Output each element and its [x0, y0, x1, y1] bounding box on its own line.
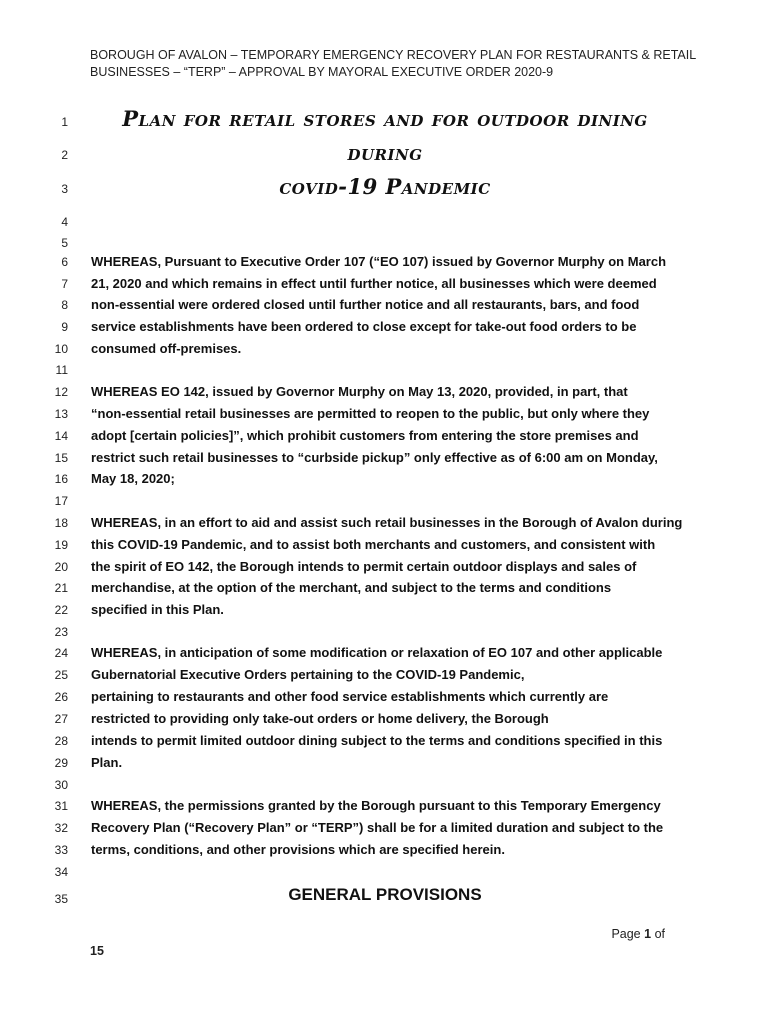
body-text-line: adopt [certain policies]”, which prohibit customers from entering the store premises and	[91, 428, 639, 443]
body-text-line: WHEREAS, Pursuant to Executive Order 107 (“EO 107) issued by Governor Murphy on March	[91, 254, 667, 269]
page-indicator	[520, 927, 665, 941]
line-number: 14	[54, 429, 68, 443]
line-number: 11	[55, 363, 68, 377]
body-text-line: WHEREAS, in anticipation of some modification or relaxation of EO 107 and other applicable	[91, 645, 663, 660]
line-number: 13	[54, 407, 68, 421]
body-text-line: “non-essential retail businesses are permitted to reopen to the public, but only where they	[91, 406, 650, 421]
body-text-line: terms, conditions, and other provisions which are specified herein.	[91, 842, 505, 857]
page-of: of	[654, 927, 665, 941]
title-line-3: covid-19 Pandemic	[279, 174, 491, 199]
body-text-line: pertaining to restaurants and other food service establishments which currently are	[91, 689, 609, 704]
line-number: 32	[54, 821, 68, 835]
line-number: 24	[54, 646, 68, 660]
body-text-line: intends to permit limited outdoor dining subject to the terms and conditions specified in this	[91, 733, 663, 748]
line-number: 9	[61, 320, 68, 334]
line-number: 5	[61, 236, 68, 250]
line-number: 2	[61, 148, 68, 162]
line-number: 21	[54, 581, 68, 595]
line-number: 19	[54, 538, 68, 552]
line-number: 1	[61, 115, 68, 129]
body-text-line: 21, 2020 and which remains in effect until further notice, all businesses which were deemed	[91, 276, 657, 291]
line-number: 27	[54, 712, 68, 726]
line-number: 3	[61, 182, 68, 196]
line-number: 35	[54, 892, 68, 906]
line-number: 29	[54, 756, 68, 770]
line-number: 31	[54, 799, 68, 813]
body-text-line: Recovery Plan (“Recovery Plan” or “TERP”) shall be for a limited duration and subject to the	[91, 820, 664, 835]
line-number: 4	[61, 215, 68, 229]
line-number: 6	[61, 255, 68, 269]
title-line-1: Plan for retail stores and for outdoor dining	[122, 106, 648, 131]
body-text-line: Gubernatorial Executive Orders pertaining to the COVID-19 Pandemic,	[91, 667, 525, 682]
body-text-line: WHEREAS, in an effort to aid and assist such retail businesses in the Borough of Avalon during	[91, 515, 683, 530]
line-number: 33	[54, 843, 68, 857]
line-number: 16	[54, 472, 68, 486]
body-text-line: this COVID-19 Pandemic, and to assist both merchants and customers, and consistent with	[91, 537, 656, 552]
line-number: 28	[54, 734, 68, 748]
section-heading: GENERAL PROVISIONS	[288, 885, 482, 904]
line-number: 25	[54, 668, 68, 682]
header-line-2: BUSINESSES – “TERP” – APPROVAL BY MAYORAL EXECUTIVE ORDER 2020-9	[90, 65, 554, 79]
body-text-line: the spirit of EO 142, the Borough intends to permit certain outdoor displays and sales of	[91, 559, 637, 574]
body-text-line: WHEREAS EO 142, issued by Governor Murphy on May 13, 2020, provided, in part, that	[91, 384, 628, 399]
line-number: 12	[54, 385, 68, 399]
line-number: 18	[54, 516, 68, 530]
line-number: 15	[54, 451, 68, 465]
page-total: 15	[90, 944, 104, 958]
line-number: 17	[54, 494, 68, 508]
body-text-line: restrict such retail businesses to “curbside pickup” only effective as of 6:00 am on Monday,	[91, 450, 658, 465]
line-number: 22	[54, 603, 68, 617]
body-text-line: service establishments have been ordered to close except for take-out food orders to be	[91, 319, 637, 334]
body-text-line: WHEREAS, the permissions granted by the Borough pursuant to this Temporary Emergency	[91, 798, 661, 813]
title-line-2: during	[347, 140, 423, 165]
line-number: 26	[54, 690, 68, 704]
line-number: 34	[54, 865, 68, 879]
line-number: 8	[61, 298, 68, 312]
line-number: 23	[54, 625, 68, 639]
body-text-line: consumed off-premises.	[91, 341, 242, 356]
header-line-1: BOROUGH OF AVALON – TEMPORARY EMERGENCY RECOVERY PLAN FOR RESTAURANTS & RETAIL	[90, 48, 697, 62]
body-text-line: restricted to providing only take-out orders or home delivery, the Borough	[91, 711, 549, 726]
line-number: 30	[54, 778, 68, 792]
body-text-line: non-essential were ordered closed until further notice and all restaurants, bars, and food	[91, 297, 640, 312]
body-text-line: May 18, 2020;	[91, 471, 175, 486]
document-header	[90, 47, 710, 81]
page-number: 1	[644, 927, 652, 941]
page-prefix: Page	[611, 927, 641, 941]
body-text-line: specified in this Plan.	[91, 602, 224, 617]
line-number: 7	[61, 277, 68, 291]
line-number: 10	[54, 342, 68, 356]
body-text-line: merchandise, at the option of the merchant, and subject to the terms and conditions	[91, 580, 612, 595]
line-number: 20	[54, 560, 68, 574]
body-text-line: Plan.	[91, 755, 123, 770]
